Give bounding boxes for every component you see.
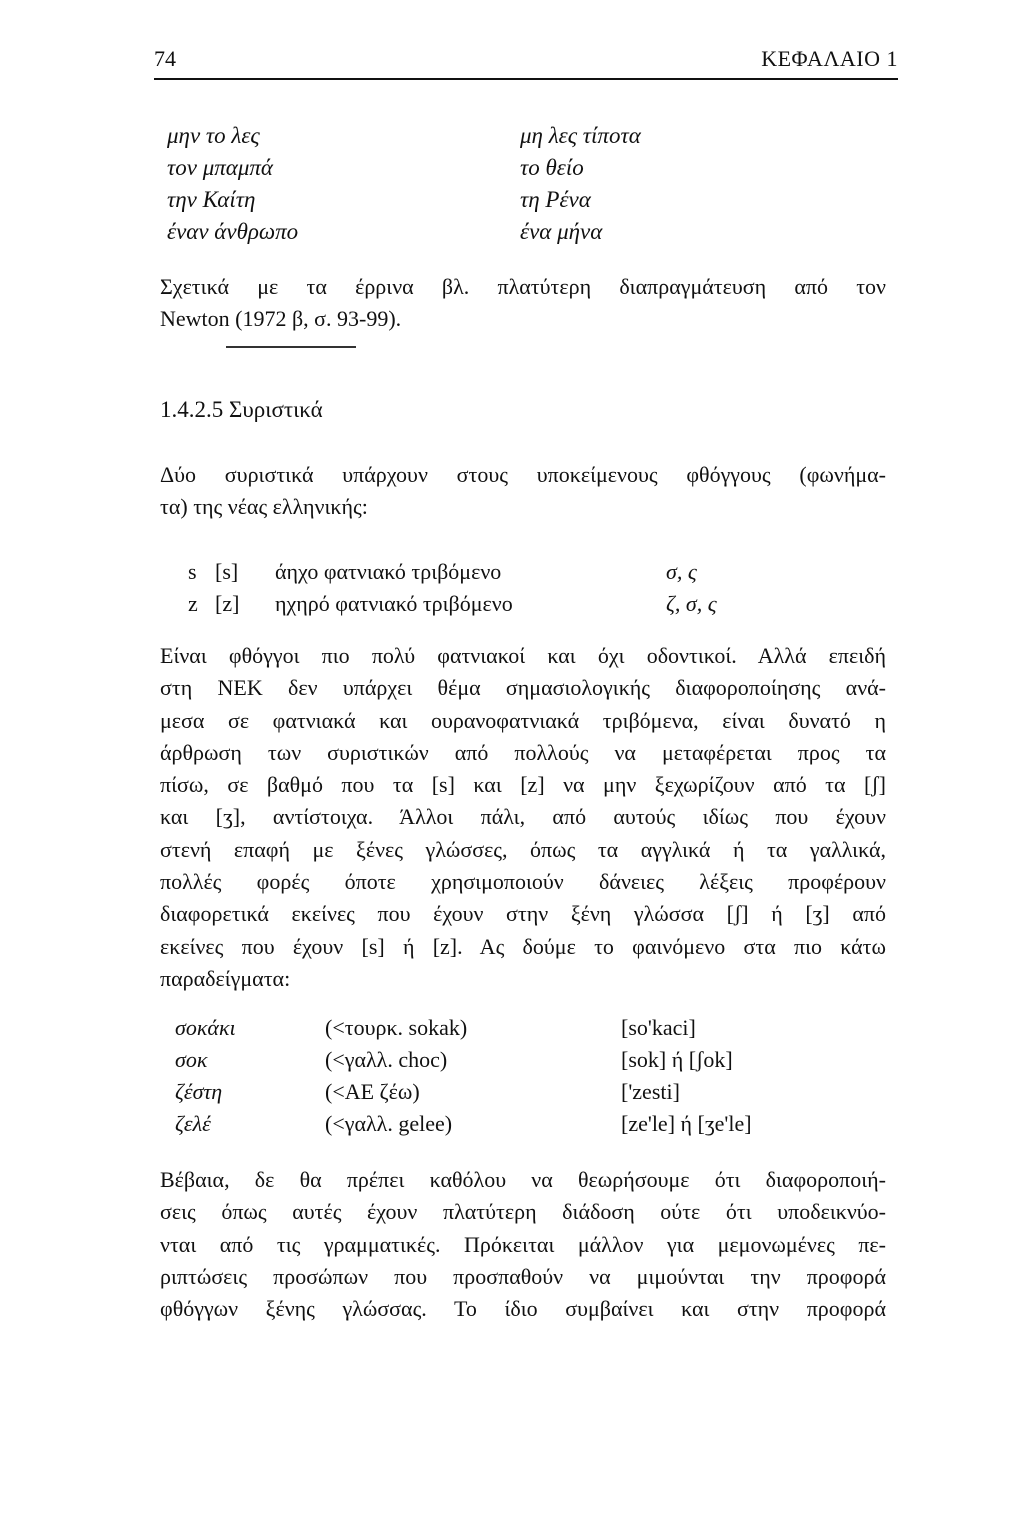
word-transcription: [sok] ή [ʃok] (621, 1047, 733, 1072)
sound-table (188, 556, 888, 620)
note-paragraph (160, 271, 886, 336)
text-line: στη ΝΕΚ δεν υπάρχει θέμα σημασιολογικής διαφοροποίησης ανά- (160, 675, 886, 701)
word-row (175, 1108, 875, 1140)
text-line: Είναι φθόγγοι πιο πολύ φατνιακοί και όχι οδοντικοί. Αλλά επειδή (160, 643, 886, 668)
intro-paragraph (160, 459, 886, 524)
word: σοκ (175, 1047, 208, 1072)
text-line: παραδείγματα: (160, 965, 291, 991)
closing-paragraph (160, 1164, 886, 1325)
word-examples (175, 1012, 875, 1140)
example-item: έναν άνθρωπο (167, 219, 299, 244)
example-item: μην το λες (167, 123, 260, 148)
example-item: μη λες τίποτα (520, 123, 641, 148)
word-origin: (<γαλλ. choc) (325, 1047, 448, 1072)
sound-letters: ζ, σ, ς (666, 591, 717, 616)
body-paragraph (160, 640, 886, 995)
example-item: το θείο (520, 155, 584, 180)
text-line: διαφορετικά εκείνες που έχουν στην ξένη γλώσσα [ʃ] ή [ʒ] από (160, 901, 886, 927)
separator-rule (226, 346, 356, 348)
word-transcription: ['zesti] (621, 1079, 680, 1104)
word-origin: (<τουρκ. sokak) (325, 1015, 468, 1040)
text-line: στενή επαφή με ξένες γλώσσες, όπως τα αγγλικά ή τα γαλλικά, (160, 836, 886, 862)
word-row (175, 1012, 875, 1044)
chapter-title: ΚΕΦΑΛΑΙΟ 1 (761, 46, 898, 71)
text-line: Δύο συριστικά υπάρχουν στους υποκείμενους φθόγγους (φωνήμα- (160, 462, 886, 487)
text-line: μεσα σε φατνιακά και ουρανοφατνιακά τριβόμενα, είναι δυνατό η (160, 707, 886, 733)
word: ζέστη (175, 1079, 223, 1104)
example-item: τη Ρένα (520, 187, 591, 212)
word-row (175, 1076, 875, 1108)
text-line: νται από τις γραμματικές. Πρόκειται μάλλον για μεμονωμένες πε- (160, 1231, 886, 1257)
text-line: πολλές φορές όποτε χρησιμοποιούν δάνειες λέξεις προφέρουν (160, 869, 886, 895)
word-transcription: [so'kaci] (621, 1015, 696, 1040)
example-item: ένα μήνα (520, 219, 603, 244)
sound-row (188, 556, 888, 588)
text-line: ριπτώσεις προσώπων που προσπαθούν να μιμούνται την προφορά (160, 1263, 886, 1289)
text-line: και [ʒ], αντίστοιχα. Άλλοι πάλι, από αυτούς ιδίως που έχουν (160, 804, 886, 830)
word-row (175, 1044, 875, 1076)
section-heading: 1.4.2.5 Συριστικά (160, 397, 323, 422)
sound-row (188, 588, 888, 620)
sound-description: άηχο φατνιακό τριβόμενο (275, 559, 502, 584)
examples-right-column (520, 120, 641, 248)
word-origin: (<ΑΕ ζέω) (325, 1079, 420, 1104)
example-item: τον μπαμπά (167, 155, 273, 180)
header-rule (154, 78, 898, 80)
text-line: Σχετικά με τα έρρινα βλ. πλατύτερη διαπραγμάτευση από τον (160, 274, 886, 299)
text-line: άρθρωση των συριστικών από πολλούς να μεταφέρεται προς τα (160, 739, 886, 765)
sound-letters: σ, ς (666, 559, 697, 584)
word: ζελέ (175, 1111, 211, 1136)
sound-ipa: [z] (215, 591, 240, 616)
example-item: την Καίτη (167, 187, 256, 212)
word-transcription: [ze'le] ή [ʒe'le] (621, 1111, 752, 1136)
examples-left-column (167, 120, 298, 248)
page-number: 74 (154, 46, 176, 71)
text-line: Newton (1972 β, σ. 93-99). (160, 306, 402, 332)
text-line: πίσω, σε βαθμό που τα [s] και [z] να μην ξεχωρίζουν από τα [ʃ] (160, 772, 886, 798)
page-header (154, 46, 898, 78)
text-line: τα) της νέας ελληνικής: (160, 494, 368, 520)
sound-symbol: s (188, 559, 197, 584)
sound-ipa: [s] (215, 559, 239, 584)
text-line: εκείνες που έχουν [s] ή [z]. Ας δούμε το φαινόμενο στα πιο κάτω (160, 933, 886, 959)
text-line: σεις όπως αυτές έχουν πλατύτερη διάδοση ούτε ότι υποδεικνύο- (160, 1199, 886, 1225)
text-line: φθόγγων ξένης γλώσσας. Το ίδιο συμβαίνει και στην προφορά (160, 1296, 886, 1322)
sound-description: ηχηρό φατνιακό τριβόμενο (275, 591, 513, 616)
text-line: Βέβαια, δε θα πρέπει καθόλου να θεωρήσουμε ότι διαφοροποιή- (160, 1167, 886, 1192)
word-origin: (<γαλλ. gelee) (325, 1111, 453, 1136)
sound-symbol: z (188, 591, 198, 616)
word: σοκάκι (175, 1015, 236, 1040)
